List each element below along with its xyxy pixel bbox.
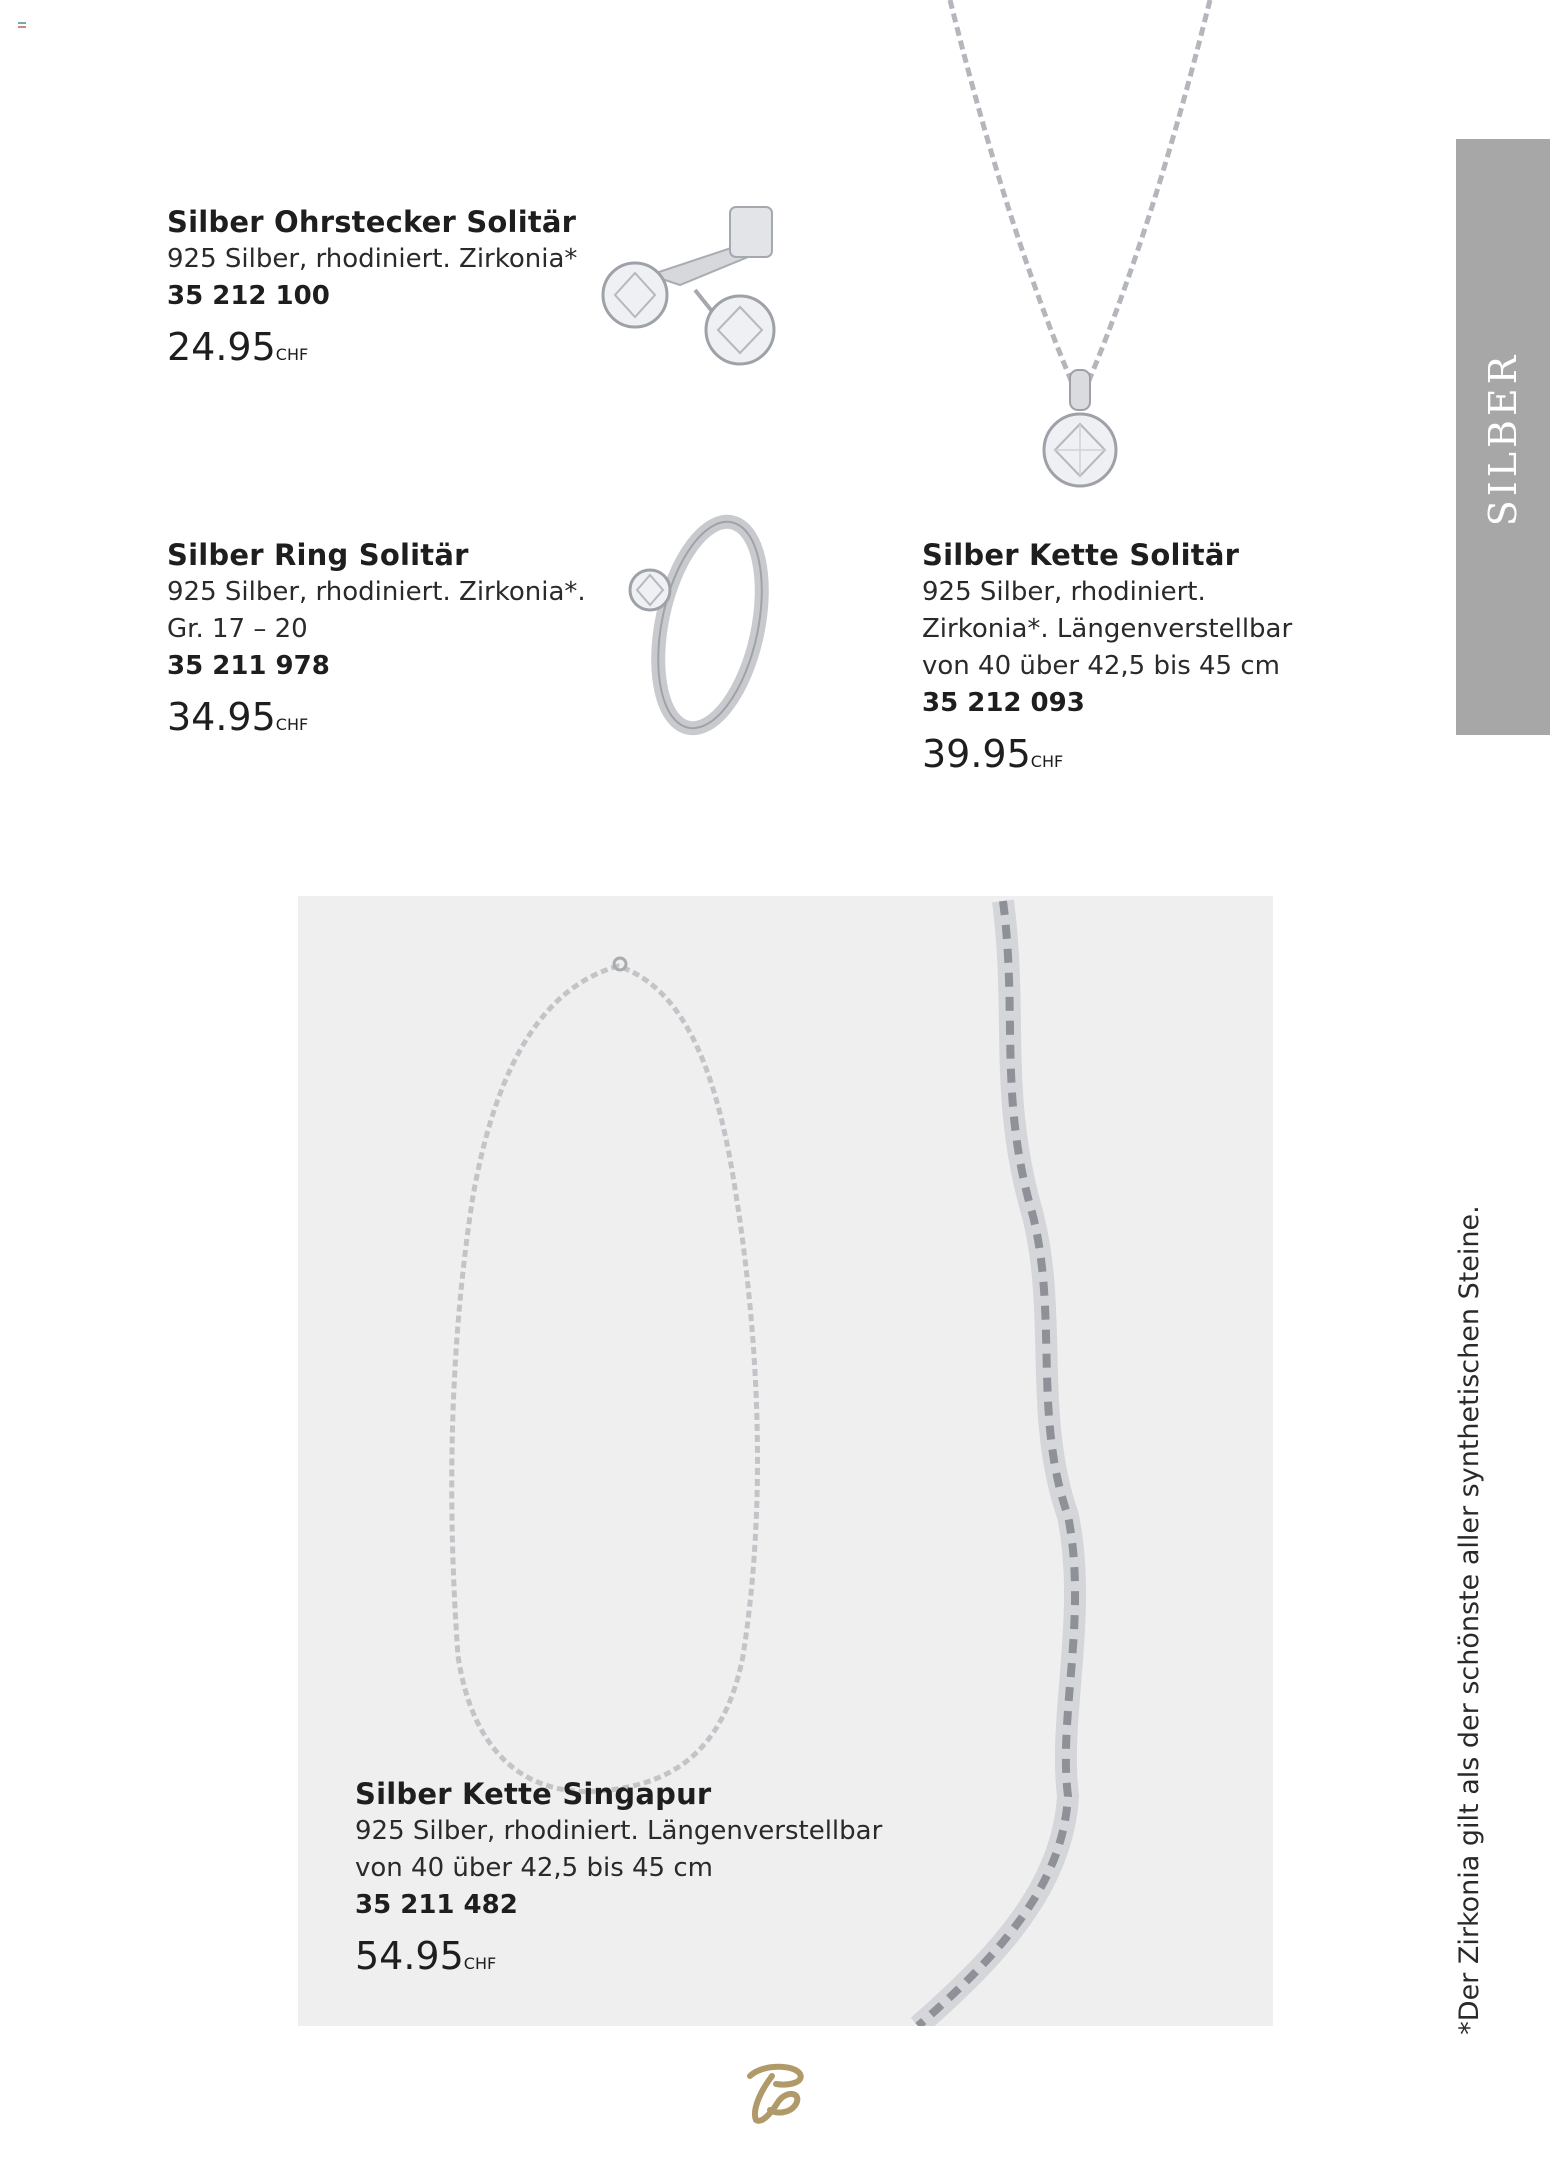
product-description: 925 Silber, rhodiniert. Zirkonia* (167, 244, 578, 274)
product-description: 925 Silber, rhodiniert. Zirkonia*. (167, 577, 586, 607)
product-title: Silber Ring Solitär (167, 538, 469, 572)
article-number: 35 212 093 (922, 688, 1085, 718)
page-marker-icon (18, 22, 26, 28)
earrings-image (590, 195, 800, 375)
product-title: Silber Kette Solitär (922, 538, 1240, 572)
price-row (355, 1932, 882, 1988)
price: 24.95 (167, 325, 276, 369)
product-title: Silber Kette Singapur (355, 1777, 712, 1811)
currency: CHF (463, 1954, 497, 1973)
product-pendant-chain (922, 537, 1292, 786)
product-description: Zirkonia*. Längenverstellbar (922, 614, 1293, 644)
product-ring (167, 537, 586, 749)
article-number: 35 211 482 (355, 1890, 518, 1920)
currency: CHF (1030, 752, 1064, 771)
product-description: 925 Silber, rhodiniert. (922, 577, 1206, 607)
price-row (922, 730, 1292, 786)
article-number: 35 212 100 (167, 281, 330, 311)
footnote: *Der Zirkonia gilt als der schönste aller synthetischen Steine. (1454, 1205, 1485, 2035)
product-size: Gr. 17 – 20 (167, 614, 308, 644)
product-description: von 40 über 42,5 bis 45 cm (922, 651, 1280, 681)
brand-logo-icon (742, 2062, 808, 2126)
price: 54.95 (355, 1934, 464, 1978)
price-row (167, 323, 577, 379)
article-number: 35 211 978 (167, 651, 330, 681)
product-singapore-chain (355, 1776, 882, 1988)
side-category-label: SILBER (1481, 351, 1525, 527)
currency: CHF (275, 345, 309, 364)
product-description: von 40 über 42,5 bis 45 cm (355, 1853, 713, 1883)
price-row (167, 693, 586, 749)
ring-image (615, 505, 775, 745)
product-title: Silber Ohrstecker Solitär (167, 205, 577, 239)
price: 34.95 (167, 695, 276, 739)
price: 39.95 (922, 732, 1031, 776)
product-description: 925 Silber, rhodiniert. Längenverstellbar (355, 1816, 883, 1846)
side-category-tab (1456, 139, 1550, 735)
product-earrings (167, 204, 577, 379)
pendant-necklace-image (940, 0, 1220, 500)
currency: CHF (275, 715, 309, 734)
